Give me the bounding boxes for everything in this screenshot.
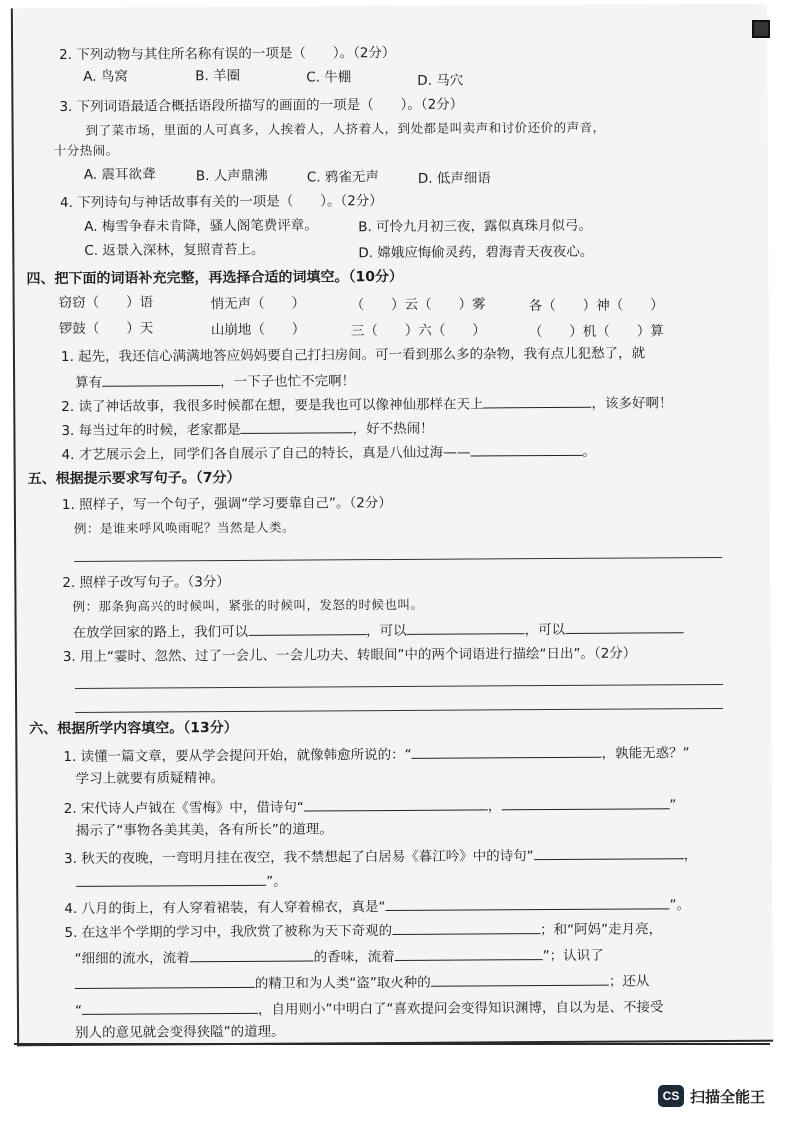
option-c: C. 返景入深林，复照青苔上。 — [84, 241, 265, 259]
section-6-q5-line-4: “ ，自用则小”中明白了“喜欢提问会变得知识渊博，自以为是、不接受 — [74, 999, 664, 1019]
option-d: D. 低声细语 — [417, 170, 491, 187]
section-5-q1-example: 例：是谁来呼风唤雨呢？当然是人类。 — [73, 519, 296, 536]
option-a: A. 梅雪争春未肯降，骚人阁笔费评章。 — [84, 217, 318, 235]
word-blank-4: 各（ ）神（ ） — [528, 297, 664, 315]
word-blank-3: （ ）云（ ）雾 — [350, 296, 486, 314]
section-5-q2-answer: 在放学回家的路上，我们可以 ，可以 ，可以 — [73, 618, 684, 642]
fill-1-line-1: 1. 起先，我还信心满满地答应妈妈要自己打扫房间。可一看到那么多的杂物，我有点儿犯愁了，就 — [60, 345, 646, 366]
section-5-title: 五、根据提示要求写句子。（7分） — [27, 469, 241, 488]
word-blank-5: 锣鼓（ ）天 — [58, 320, 154, 338]
option-c: C. 鸦雀无声 — [306, 169, 379, 186]
camscanner-logo-text: 扫描全能王 — [690, 1087, 766, 1106]
option-b: B. 羊圈 — [195, 67, 241, 85]
exam-sheet — [11, 4, 773, 1047]
answer-line — [74, 557, 722, 562]
option-a: A. 鸟窝 — [83, 68, 128, 85]
answer-line — [75, 708, 723, 713]
section-6-q2-line-1: 2. 宋代诗人卢钺在《雪梅》中，借诗句“ ， ” — [64, 794, 677, 818]
section-5-q1: 1. 照样子，写一个句子，强调“学习要靠自己”。（2分） — [61, 495, 392, 514]
word-blank-8: （ ）机（ ）算 — [528, 323, 664, 341]
section-6-q2-line-2: 揭示了“事物各美其美，各有所长”的道理。 — [75, 821, 333, 839]
section-6-q1-line-2: 学习上就要有质疑精神。 — [75, 770, 225, 787]
section-6-q3-line-2: ”。 — [76, 871, 287, 892]
camscanner-logo-icon: CS — [658, 1085, 684, 1107]
word-blank-1: 窃窃（ ）语 — [58, 294, 154, 312]
section-6-q5-line-5: 别人的意见就会变得狭隘”的道理。 — [75, 1023, 285, 1041]
option-d: D. 嫦娥应悔偷灵药，碧海青天夜夜心。 — [358, 243, 594, 262]
fill-4: 4. 才艺展示会上，同学们各自展示了自己的特长，真是八仙过海—— 。 — [61, 441, 595, 464]
section-6-q5-line-2: “细细的流水，流着 的香味，流着 ”；认识了 — [75, 945, 604, 968]
camscanner-watermark — [658, 1085, 765, 1107]
section-6-title: 六、根据所学内容填空。（13分） — [29, 719, 238, 738]
section-5-q3: 3. 用上“霎时、忽然、过了一会儿、一会儿功夫、转眼间”中的两个词语进行描绘“日出”。（2分） — [62, 645, 637, 666]
fill-2: 2. 读了神话故事，我很多时候都在想，要是我也可以像神仙那样在天上 ，该多好啊！ — [61, 392, 672, 416]
page-bottom-border — [14, 1043, 770, 1045]
section-6-q5-line-1: 5. 在这半个学期的学习中，我欣赏了被称为天下奇观的 ；和“阿妈”走月亮， — [64, 918, 662, 942]
section-6-q5-line-3: 的精卫和为人类“盗”取火种的 ；还从 — [75, 970, 650, 994]
option-b: B. 可怜九月初三夜，露似真珠月似弓。 — [358, 217, 593, 236]
option-b: B. 人声鼎沸 — [195, 167, 268, 185]
option-a: A. 震耳欲聋 — [83, 166, 156, 183]
section-5-q2-example: 例：那条狗高兴的时候叫，紧张的时候叫，发怒的时候也叫。 — [72, 596, 424, 614]
word-blank-6: 山崩地（ ） — [210, 321, 306, 339]
scan-corner-mark — [752, 20, 770, 38]
passage-line-1: 到了菜市场，里面的人可真多，人挨着人，人挤着人，到处都是叫卖声和讨价还价的声音， — [85, 119, 606, 138]
word-blank-2: 悄无声（ ） — [210, 295, 306, 313]
option-d: D. 马穴 — [417, 72, 464, 89]
option-c: C. 牛棚 — [306, 69, 352, 86]
section-5-q2: 2. 照样子改写句子。（3分） — [62, 573, 230, 592]
question-3-3-stem: 3. 下列词语最适合概括语段所描写的画面的一项是（ ）。（2分） — [59, 96, 464, 116]
section-6-q3-line-1: 3. 秋天的夜晚，一弯明月挂在夜空，我不禁想起了白居易《暮江吟》中的诗句“ ， — [64, 844, 697, 868]
word-blank-7: 三（ ）六（ ） — [350, 322, 486, 340]
section-6-q1-line-1: 1. 读懂一篇文章，要从学会提问开始，就像韩愈所说的：“ ，孰能无惑？” — [63, 742, 689, 766]
section-6-q4: 4. 八月的街上，有人穿着裙装，有人穿着棉衣，真是“ ”。 — [64, 894, 690, 918]
question-3-4-stem: 4. 下列诗句与神话故事有关的一项是（ ）。（2分） — [59, 193, 383, 212]
question-3-2-stem: 2. 下列动物与其住所名称有误的一项是（ ）。（2分） — [59, 44, 396, 64]
answer-line — [75, 684, 723, 689]
fill-3: 3. 每当过年的时候，老家都是 ，好不热闹！ — [61, 418, 433, 440]
passage-line-2: 十分热闹。 — [53, 142, 119, 159]
fill-1-line-2: 算有 ，一下子也忙不完啊！ — [75, 370, 355, 392]
section-4-title: 四、把下面的词语补充完整，再选择合适的词填空。（10分） — [26, 268, 404, 288]
